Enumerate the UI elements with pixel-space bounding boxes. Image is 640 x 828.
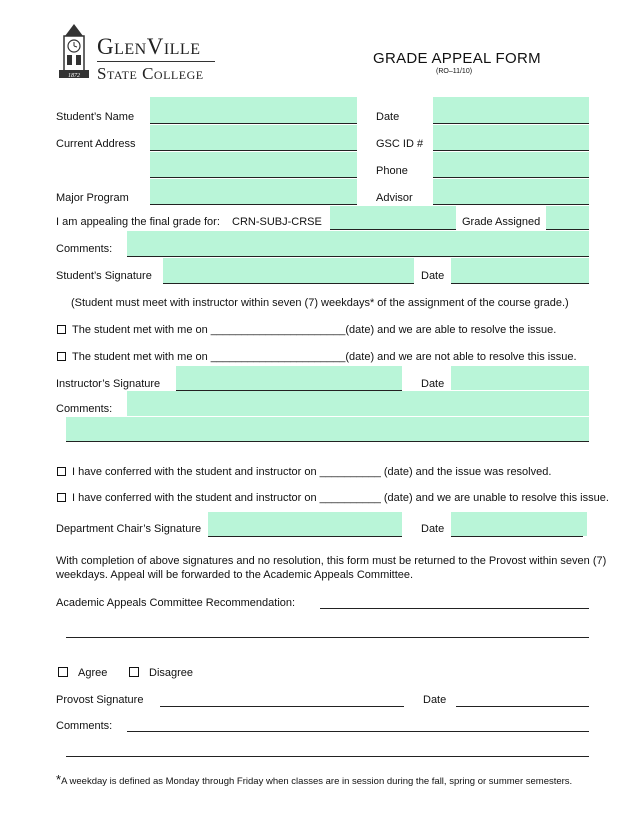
- instructor-resolved-checkbox[interactable]: [57, 325, 66, 334]
- meeting-notice: (Student must meet with instructor within seven (7) weekdays* of the assignment of the course grade.): [71, 297, 569, 309]
- chair-date-label: Date: [421, 523, 445, 535]
- gsc-id-label: GSC ID #: [376, 138, 424, 150]
- chair-not-resolved-text: I have conferred with the student and instructor on __________ (date) and we are unable to resolve this issue.: [72, 492, 609, 504]
- chair-resolved-checkbox[interactable]: [57, 467, 66, 476]
- college-logo: [55, 22, 220, 84]
- chair-signature-label: Department Chair’s Signature: [56, 523, 202, 535]
- date-field[interactable]: [433, 97, 589, 123]
- major-field[interactable]: [150, 179, 357, 204]
- provost-comments-line-2[interactable]: [66, 756, 589, 757]
- committee-recommendation-label: Academic Appeals Committee Recommendation:: [56, 597, 296, 609]
- student-signature-field[interactable]: [163, 258, 414, 283]
- advisor-field[interactable]: [433, 179, 589, 204]
- date-label: Date: [376, 111, 400, 123]
- student-name-field[interactable]: [150, 97, 357, 123]
- student-signature-label: Student’s Signature: [56, 270, 152, 282]
- agree-checkbox[interactable]: [58, 667, 68, 677]
- student-name-label: Student’s Name: [56, 111, 135, 123]
- instructor-date-field[interactable]: [451, 366, 589, 390]
- logo-line-2: State College: [97, 64, 204, 83]
- committee-recommendation-line-1[interactable]: [320, 608, 589, 609]
- student-sign-date-field[interactable]: [451, 258, 589, 283]
- gsc-id-field[interactable]: [433, 125, 589, 151]
- footnote-text: A weekday is defined as Monday through Friday when classes are in session during the fall, spring or summer semesters.: [61, 776, 573, 787]
- provost-signature-line[interactable]: [160, 706, 404, 707]
- footnote-star: *: [56, 772, 62, 787]
- instructor-comments-label: Comments:: [56, 403, 113, 415]
- chair-date-field[interactable]: [451, 512, 587, 536]
- footnote: [56, 773, 572, 788]
- grade-assigned-label: Grade Assigned: [462, 216, 541, 228]
- grade-assigned-field[interactable]: [546, 206, 589, 230]
- course-value[interactable]: CRN-SUBJ-CRSE: [232, 216, 322, 228]
- logo-line-1: GlenVille: [97, 34, 201, 59]
- instructor-not-resolved-text: The student met with me on ______________________(date) and we are not able to resolve this issue.: [72, 351, 577, 363]
- appeal-extra-field[interactable]: [330, 206, 456, 230]
- instructor-date-label: Date: [421, 378, 445, 390]
- provost-signature-label: Provost Signature: [56, 694, 144, 706]
- instructor-signature-field[interactable]: [176, 366, 402, 390]
- appeal-label: I am appealing the final grade for:: [56, 216, 220, 228]
- disagree-checkbox[interactable]: [129, 667, 139, 677]
- instructor-comments-field-2[interactable]: [66, 417, 589, 442]
- provost-comments-label: Comments:: [56, 720, 113, 732]
- chair-signature-field[interactable]: [208, 512, 402, 536]
- advisor-label: Advisor: [376, 192, 413, 204]
- disagree-label: Disagree: [149, 667, 194, 679]
- provost-date-label: Date: [423, 694, 447, 706]
- instructor-not-resolved-checkbox[interactable]: [57, 352, 66, 361]
- completion-text-line-2: weekdays. Appeal will be forwarded to the Academic Appeals Committee.: [56, 569, 414, 581]
- form-title: GRADE APPEAL FORM: [373, 50, 541, 67]
- address-field-2[interactable]: [150, 152, 357, 178]
- chair-resolved-text: I have conferred with the student and instructor on __________ (date) and the issue was resolved.: [72, 466, 552, 478]
- instructor-signature-label: Instructor’s Signature: [56, 378, 161, 390]
- committee-recommendation-line-2[interactable]: [66, 637, 589, 638]
- instructor-comments-field-1[interactable]: [127, 391, 589, 416]
- completion-text-line-1: With completion of above signatures and no resolution, this form must be returned to the Provost within seven (7): [56, 555, 607, 567]
- student-sign-date-label: Date: [421, 270, 445, 282]
- svg-text:1872: 1872: [68, 73, 80, 79]
- form-code: (RO–11/10): [436, 68, 473, 75]
- address-label: Current Address: [56, 138, 136, 150]
- provost-comments-line-1[interactable]: [127, 731, 589, 732]
- appeal-comments-field[interactable]: [127, 231, 589, 256]
- instructor-resolved-text: The student met with me on ______________________(date) and we are able to resolve the issue.: [72, 324, 557, 336]
- phone-label: Phone: [376, 165, 408, 177]
- agree-label: Agree: [78, 667, 108, 679]
- phone-field[interactable]: [433, 152, 589, 178]
- address-field-1[interactable]: [150, 125, 357, 151]
- appeal-comments-label: Comments:: [56, 243, 113, 255]
- clock-tower-icon: [55, 22, 93, 82]
- provost-date-line[interactable]: [456, 706, 589, 707]
- chair-not-resolved-checkbox[interactable]: [57, 493, 66, 502]
- major-label: Major Program: [56, 192, 129, 204]
